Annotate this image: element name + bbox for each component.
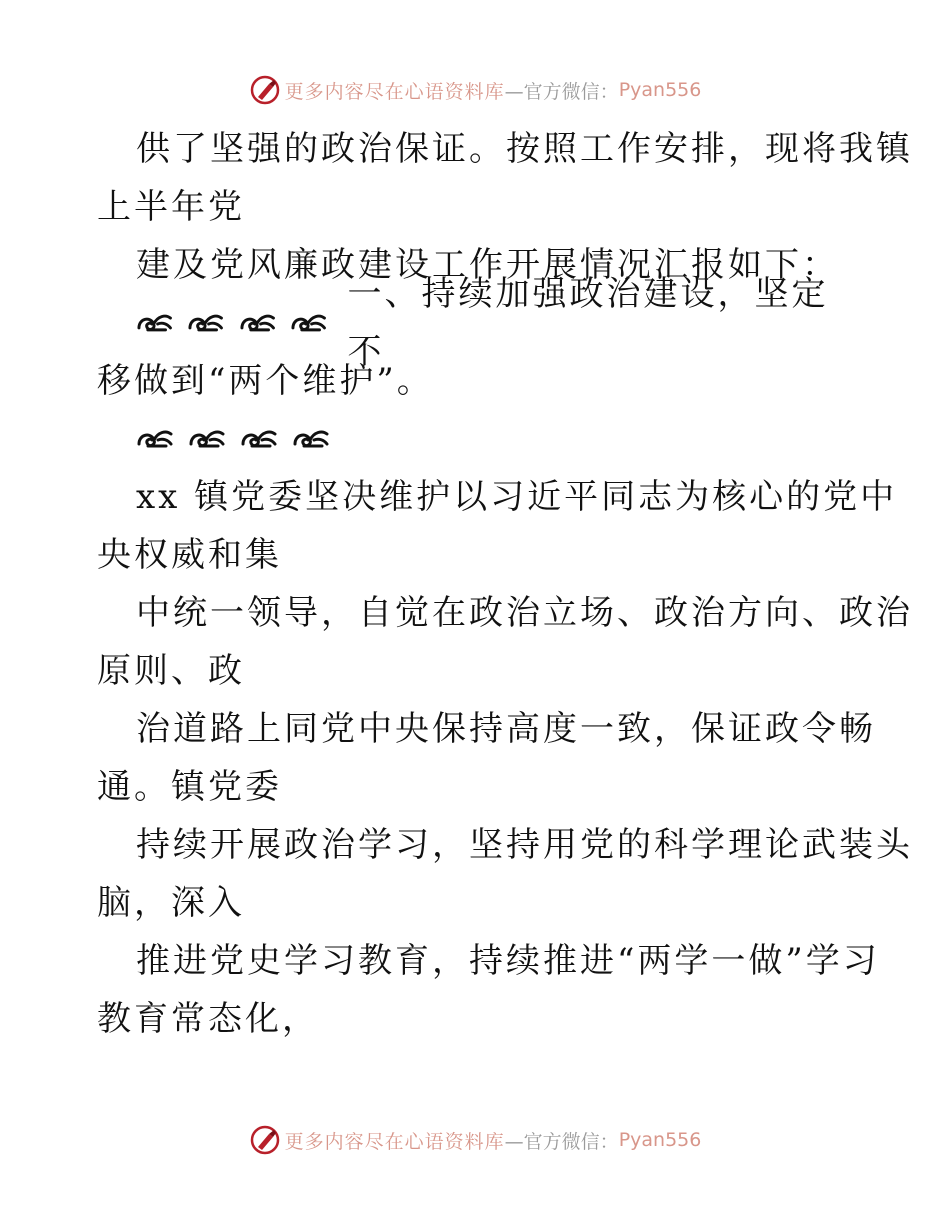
- paragraph-line: 治道路上同党中央保持高度一致，保证政令畅: [136, 709, 876, 749]
- paragraph-line: 上半年党: [97, 187, 245, 227]
- banner-text-wechat: —官方微信：: [504, 80, 619, 103]
- heading-text: 一、持续加强政治建设，坚定不: [347, 274, 829, 372]
- paragraph-line: 推进党史学习教育，持续推进“两学一做”学习: [136, 941, 880, 981]
- paragraph-line: 教育常态化，: [97, 999, 319, 1039]
- paragraph-line: 脑，深入: [97, 883, 245, 923]
- paragraph-line: 建及党风廉政建设工作开展情况汇报如下：: [136, 245, 839, 285]
- ornament-row: [97, 410, 857, 468]
- pen-nib-logo-icon: [249, 74, 281, 106]
- document-body: [97, 120, 913, 1048]
- banner-text-wechat: —官方微信：: [504, 1130, 619, 1153]
- banner-text-id: Pyan556: [618, 79, 702, 101]
- section-heading: [97, 274, 857, 372]
- paragraph-line: 通。镇党委: [97, 767, 282, 807]
- footer-banner: [0, 1120, 950, 1160]
- paragraph-line: 持续开展政治学习，坚持用党的科学理论武装头: [136, 825, 913, 865]
- paragraph-line: 中统一领导，自觉在政治立场、政治方向、政治: [136, 593, 913, 633]
- paragraph-line: 央权威和集: [97, 535, 282, 575]
- pen-nib-logo-icon: [249, 1124, 281, 1156]
- flourish-ornament-icon: [290, 310, 327, 336]
- paragraph-line: xx 镇党委坚决维护以习近平同志为核心的党中: [136, 477, 898, 517]
- flourish-ornament-icon: [240, 426, 278, 452]
- flourish-ornament-icon: [187, 310, 224, 336]
- flourish-ornament-icon: [188, 426, 226, 452]
- header-banner: [0, 70, 950, 110]
- flourish-ornament-icon: [239, 310, 276, 336]
- paragraph-line: 原则、政: [97, 651, 245, 691]
- flourish-ornament-icon: [136, 426, 174, 452]
- heading-line: 移做到“两个维护”。: [97, 361, 434, 401]
- paragraph-line: 供了坚强的政治保证。按照工作安排，现将我镇: [136, 129, 913, 169]
- flourish-ornament-icon: [292, 426, 330, 452]
- banner-text-main: 更多内容尽在心语资料库: [284, 80, 505, 103]
- banner-text-main: 更多内容尽在心语资料库: [284, 1130, 505, 1153]
- banner-text-id: Pyan556: [618, 1129, 702, 1151]
- flourish-ornament-icon: [136, 310, 173, 336]
